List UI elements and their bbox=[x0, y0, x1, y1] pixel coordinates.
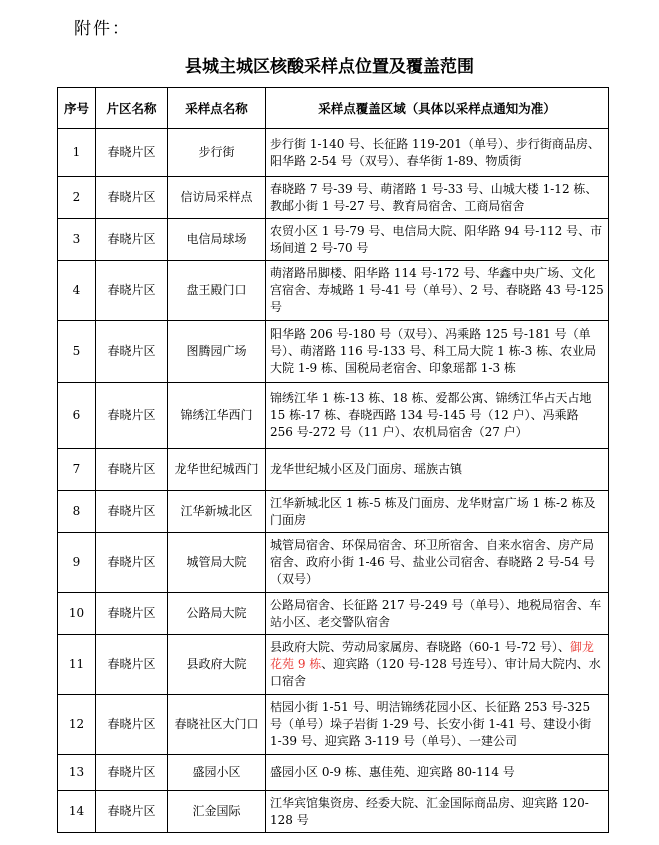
row-point: 信访局采样点 bbox=[168, 177, 266, 219]
row-no: 12 bbox=[58, 695, 96, 755]
table-row bbox=[58, 593, 609, 635]
row-area: 春晓片区 bbox=[96, 177, 168, 219]
row-area: 春晓片区 bbox=[96, 321, 168, 383]
table-header-row bbox=[58, 88, 609, 129]
row-area: 春晓片区 bbox=[96, 635, 168, 695]
row-coverage: 桔园小街 1-51 号、明洁锦绣花园小区、长征路 253 号-325 号（单号）垛子岩街 1-29 号、长安小街 1-41 号、建设小街 1-39 号、迎宾路 3-119 号（单号）、一建公司 bbox=[266, 695, 609, 755]
row-area: 春晓片区 bbox=[96, 129, 168, 177]
row-point: 电信局球场 bbox=[168, 219, 266, 261]
row-coverage: 城管局宿舍、环保局宿舍、环卫所宿舍、自来水宿舍、房产局宿舍、政府小街 1-46 号、盐业公司宿舍、春晓路 2 号-54 号（双号） bbox=[266, 533, 609, 593]
row-no: 13 bbox=[58, 755, 96, 791]
row-coverage: 江华新城北区 1 栋-5 栋及门面房、龙华财富广场 1 栋-2 栋及门面房 bbox=[266, 491, 609, 533]
header-area: 片区名称 bbox=[96, 88, 168, 129]
row-area: 春晓片区 bbox=[96, 449, 168, 491]
row-no: 6 bbox=[58, 383, 96, 449]
table-row bbox=[58, 261, 609, 321]
table-row bbox=[58, 383, 609, 449]
row-no: 3 bbox=[58, 219, 96, 261]
table-row bbox=[58, 321, 609, 383]
header-coverage: 采样点覆盖区域（具体以采样点通知为准） bbox=[266, 88, 609, 129]
document-title: 县城主城区核酸采样点位置及覆盖范围 bbox=[185, 57, 474, 77]
row-coverage: 龙华世纪城小区及门面房、瑶族古镇 bbox=[266, 449, 609, 491]
row-area: 春晓片区 bbox=[96, 533, 168, 593]
row-no: 9 bbox=[58, 533, 96, 593]
table-row bbox=[58, 491, 609, 533]
row-area: 春晓片区 bbox=[96, 261, 168, 321]
row-coverage: 锦绣江华 1 栋-13 栋、18 栋、爱都公寓、锦绣江华占天占地 15 栋-17 栋、春晓西路 134 号-145 号（12 户）、冯乘路 256 号-272 号（11 户）、农机局宿舍（27 户） bbox=[266, 383, 609, 449]
row-point: 城管局大院 bbox=[168, 533, 266, 593]
row-area: 春晓片区 bbox=[96, 219, 168, 261]
row-point: 盘王殿门口 bbox=[168, 261, 266, 321]
attachment-label: 附件： bbox=[74, 19, 131, 39]
coverage-text-post: 、迎宾路（120 号-128 号连号）、审计局大院内、水口宿舍 bbox=[270, 657, 601, 688]
table-row bbox=[58, 129, 609, 177]
row-no: 11 bbox=[58, 635, 96, 695]
coverage-text-pre: 县政府大院、劳动局家属房、春晓路（60-1 号-72 号）、 bbox=[270, 640, 570, 654]
row-coverage: 江华宾馆集资房、经委大院、汇金国际商品房、迎宾路 120-128 号 bbox=[266, 791, 609, 833]
row-point: 盛园小区 bbox=[168, 755, 266, 791]
row-point: 锦绣江华西门 bbox=[168, 383, 266, 449]
table-row bbox=[58, 449, 609, 491]
row-point: 步行街 bbox=[168, 129, 266, 177]
sampling-points-table bbox=[57, 87, 609, 833]
table-row bbox=[58, 533, 609, 593]
row-area: 春晓片区 bbox=[96, 593, 168, 635]
row-point: 春晓社区大门口 bbox=[168, 695, 266, 755]
row-area: 春晓片区 bbox=[96, 791, 168, 833]
row-coverage: 阳华路 206 号-180 号（双号）、冯乘路 125 号-181 号（单号）、萌渚路 116 号-133 号、科工局大院 1 栋-3 栋、农业局大院 1-9 栋、国税局老宿舍、印象瑶都 1-3 栋 bbox=[266, 321, 609, 383]
row-coverage: 农贸小区 1 号-79 号、电信局大院、阳华路 94 号-112 号、市场间道 2 号-70 号 bbox=[266, 219, 609, 261]
row-no: 4 bbox=[58, 261, 96, 321]
row-coverage: 萌渚路吊脚楼、阳华路 114 号-172 号、华鑫中央广场、文化宫宿舍、寿城路 1 号-41 号（单号）、2 号、春晓路 43 号-125 号 bbox=[266, 261, 609, 321]
row-no: 8 bbox=[58, 491, 96, 533]
row-point: 江华新城北区 bbox=[168, 491, 266, 533]
header-point: 采样点名称 bbox=[168, 88, 266, 129]
table-row bbox=[58, 791, 609, 833]
table-row bbox=[58, 635, 609, 695]
row-no: 2 bbox=[58, 177, 96, 219]
row-point: 图腾园广场 bbox=[168, 321, 266, 383]
row-point: 县政府大院 bbox=[168, 635, 266, 695]
row-no: 10 bbox=[58, 593, 96, 635]
row-coverage: 公路局宿舍、长征路 217 号-249 号（单号）、地税局宿舍、车站小区、老交警队宿舍 bbox=[266, 593, 609, 635]
row-no: 7 bbox=[58, 449, 96, 491]
row-coverage: 盛园小区 0-9 栋、惠佳苑、迎宾路 80-114 号 bbox=[266, 755, 609, 791]
row-area: 春晓片区 bbox=[96, 491, 168, 533]
row-coverage: 步行街 1-140 号、长征路 119-201（单号）、步行街商品房、阳华路 2-54 号（双号）、春华街 1-89、物质街 bbox=[266, 129, 609, 177]
row-area: 春晓片区 bbox=[96, 755, 168, 791]
row-point: 汇金国际 bbox=[168, 791, 266, 833]
row-coverage bbox=[266, 635, 609, 695]
row-no: 1 bbox=[58, 129, 96, 177]
row-area: 春晓片区 bbox=[96, 695, 168, 755]
header-no: 序号 bbox=[58, 88, 96, 129]
row-no: 14 bbox=[58, 791, 96, 833]
table-row bbox=[58, 219, 609, 261]
table-row bbox=[58, 177, 609, 219]
row-point: 公路局大院 bbox=[168, 593, 266, 635]
table-row bbox=[58, 695, 609, 755]
row-area: 春晓片区 bbox=[96, 383, 168, 449]
row-coverage: 春晓路 7 号-39 号、萌渚路 1 号-33 号、山城大楼 1-12 栋、教邮小街 1 号-27 号、教育局宿舍、工商局宿舍 bbox=[266, 177, 609, 219]
coverage-highlight: 御龙花苑 9 栋 bbox=[270, 640, 594, 671]
row-no: 5 bbox=[58, 321, 96, 383]
row-point: 龙华世纪城西门 bbox=[168, 449, 266, 491]
table-row bbox=[58, 755, 609, 791]
